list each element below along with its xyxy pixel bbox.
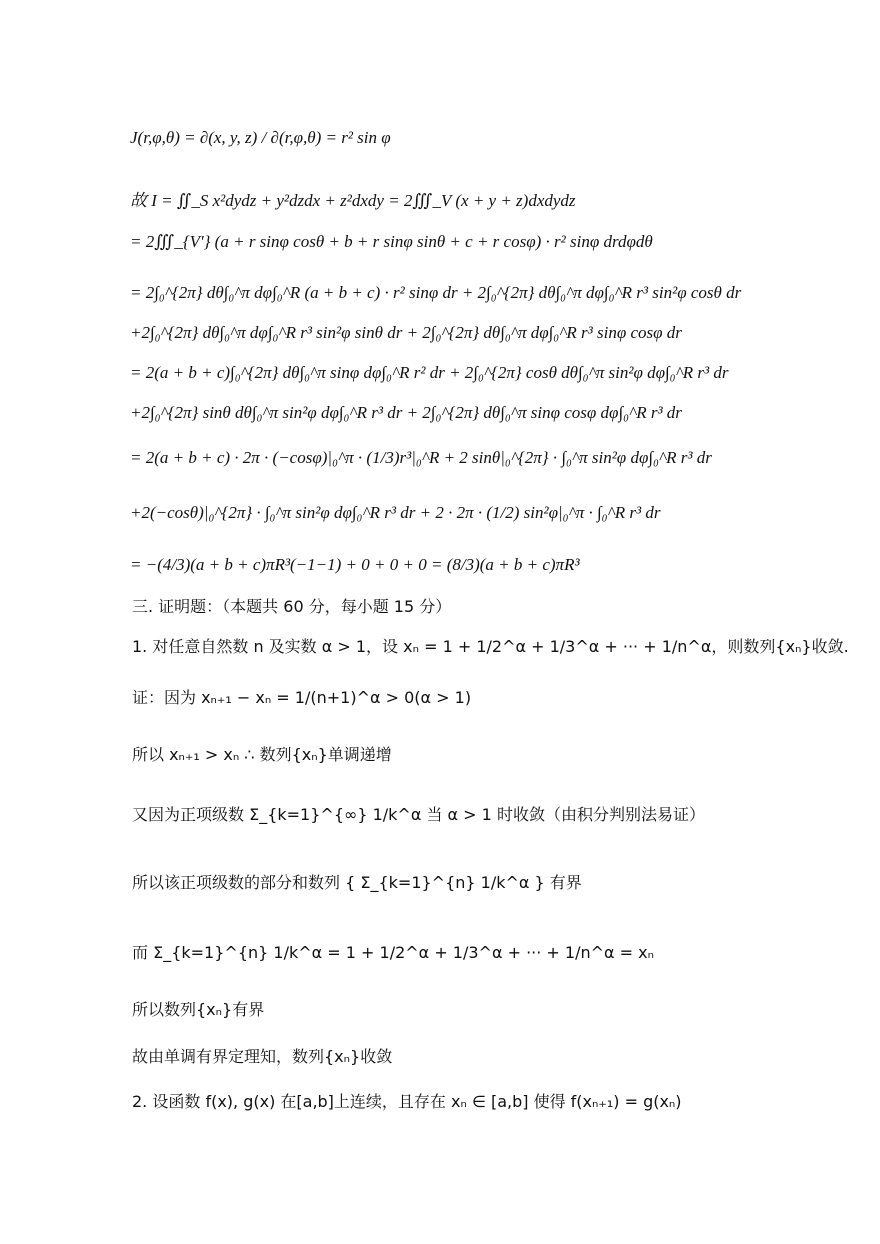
proof-conclusion: 故由单调有界定理知，数列{xₙ}收敛 [132,1047,393,1066]
integral-step-4: +2∫₀^{2π} dθ∫₀^π dφ∫₀^R r³ sin²φ sinθ dr + 2∫₀^{2π} dθ∫₀^π dφ∫₀^R r³ sinφ cosφ dr [130,323,682,342]
proof-step-bounded: 所以数列{xₙ}有界 [132,1000,265,1019]
proof-step-series-converges: 又因为正项级数 Σ_{k=1}^{∞} 1/k^α 当 α > 1 时收敛（由积分判别法易证） [132,805,705,824]
surface-integral-line: 故 I = ∬_S x²dydz + y²dzdx + z²dxdy = 2∭_V (x + y + z)dxdydz [130,191,576,210]
integral-step-7: = 2(a + b + c) · 2π · (−cosφ)|₀^π · (1/3)r³|₀^R + 2 sinθ|₀^{2π} · ∫₀^π sin²φ dφ∫₀^R r³ dr [130,448,712,467]
proof-step-monotone: 所以 xₙ₊₁ > xₙ ∴ 数列{xₙ}单调递增 [132,745,392,764]
integral-step-2: = 2∭_{V'} (a + r sinφ cosθ + b + r sinφ sinθ + c + r cosφ) · r² sinφ drdφdθ [130,232,653,251]
jacobian-formula: J(r,φ,θ) = ∂(x, y, z) / ∂(r,φ,θ) = r² sin φ [130,128,391,147]
integral-step-8: +2(−cosθ)|₀^{2π} · ∫₀^π sin²φ dφ∫₀^R r³ dr + 2 · 2π · (1/2) sin²φ|₀^π · ∫₀^R r³ dr [130,503,661,522]
integral-step-6: +2∫₀^{2π} sinθ dθ∫₀^π sin²φ dφ∫₀^R r³ dr + 2∫₀^{2π} dθ∫₀^π sinφ cosφ dφ∫₀^R r³ dr [130,403,682,422]
proof-step-partial-sum-equals-xn: 而 Σ_{k=1}^{n} 1/k^α = 1 + 1/2^α + 1/3^α + ··· + 1/n^α = xₙ [132,943,655,962]
problem-1-statement: 1. 对任意自然数 n 及实数 α > 1，设 xₙ = 1 + 1/2^α + 1/3^α + ··· + 1/n^α，则数列{xₙ}收敛. [132,637,849,656]
proof-start: 证：因为 xₙ₊₁ − xₙ = 1/(n+1)^α > 0(α > 1) [132,688,472,707]
integral-result: = −(4/3)(a + b + c)πR³(−1−1) + 0 + 0 + 0 = (8/3)(a + b + c)πR³ [130,555,580,574]
section-title: 三. 证明题：（本题共 60 分，每小题 15 分） [132,597,452,616]
problem-2-statement: 2. 设函数 f(x), g(x) 在[a,b]上连续，且存在 xₙ ∈ [a,b] 使得 f(xₙ₊₁) = g(xₙ) [132,1092,682,1111]
proof-step-bounded-partial-sums: 所以该正项级数的部分和数列 { Σ_{k=1}^{n} 1/k^α } 有界 [132,873,582,892]
integral-step-5: = 2(a + b + c)∫₀^{2π} dθ∫₀^π sinφ dφ∫₀^R r² dr + 2∫₀^{2π} cosθ dθ∫₀^π sin²φ dφ∫₀^R r³ dr [130,363,729,382]
integral-step-3: = 2∫₀^{2π} dθ∫₀^π dφ∫₀^R (a + b + c) · r² sinφ dr + 2∫₀^{2π} dθ∫₀^π dφ∫₀^R r³ sin²φ cosθ dr [130,283,742,302]
